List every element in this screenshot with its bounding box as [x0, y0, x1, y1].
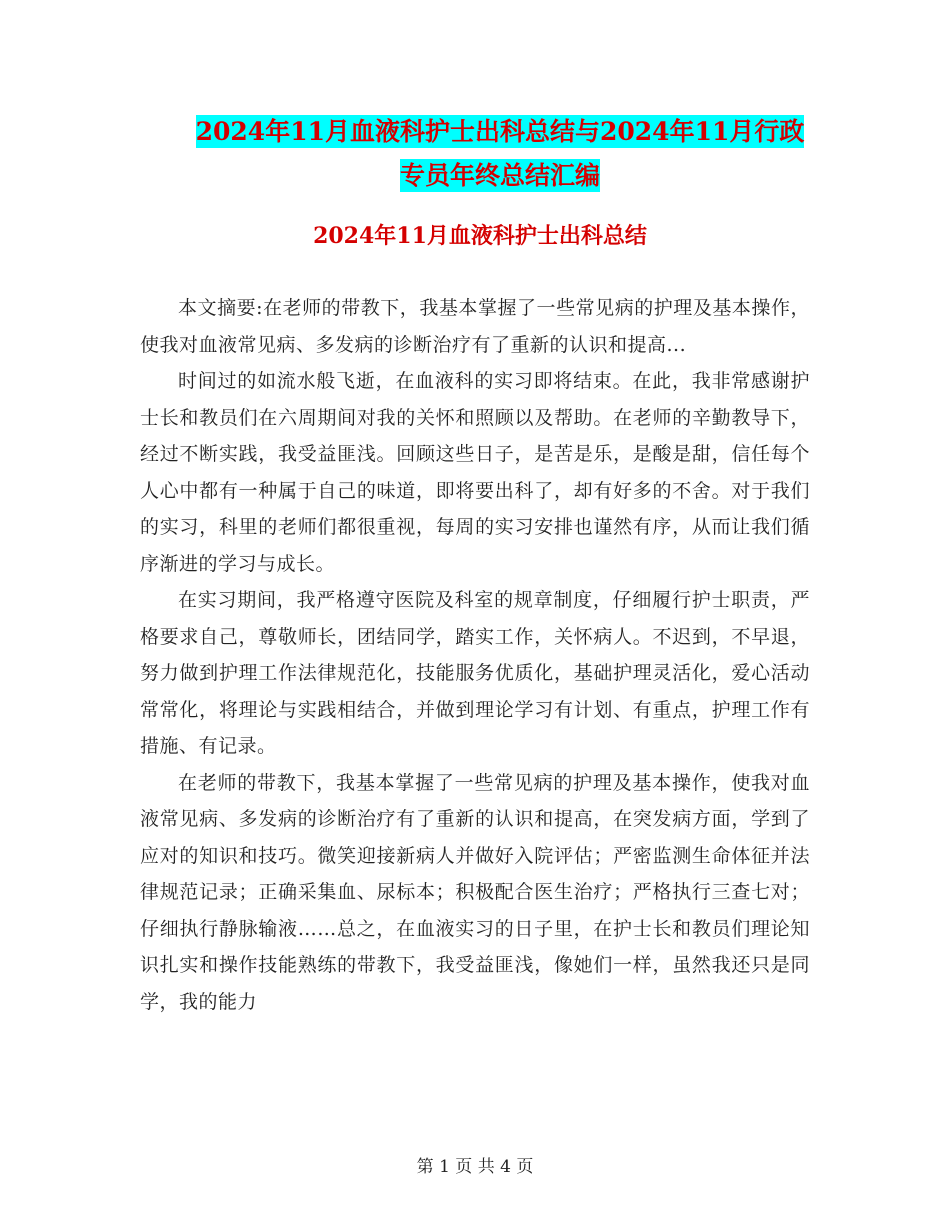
page-footer: 第 1 页 共 4 页	[416, 1157, 534, 1177]
document-body	[140, 290, 810, 1020]
body-paragraph: 在老师的带教下，我基本掌握了一些常见病的护理及基本操作，使我对血液常见病、多发病的诊断治疗有了重新的认识和提高，在突发病方面，学到了应对的知识和技巧。微笑迎接新病人并做好入院评估；严密监测生命体征并法律规范记录；正确采集血、尿标本；积极配合医生治疗；严格执行三查七对；仔细执行静脉输液……总之，在血液实习的日子里，在护士长和教员们理论知识扎实和操作技能熟练的带教下，我受益匪浅，像她们一样，虽然我还只是同学，我的能力	[140, 771, 810, 1013]
body-paragraph: 时间过的如流水般飞逝，在血液科的实习即将结束。在此，我非常感谢护士长和教员们在六周期间对我的关怀和照顾以及帮助。在老师的辛勤教导下，经过不断实践，我受益匪浅。回顾这些日子，是苦是乐，是酸是甜，信任每个人心中都有一种属于自己的味道，即将要出科了，却有好多的不舍。对于我们的实习，科里的老师们都很重视，每周的实习安排也谨然有序，从而让我们循序渐进的学习与成长。	[140, 370, 810, 575]
abstract-paragraph: 本文摘要:在老师的带教下，我基本掌握了一些常见病的护理及基本操作，使我对血液常见病、多发病的诊断治疗有了重新的认识和提高...	[140, 297, 810, 356]
document-title-line-2: 专员年终总结汇编	[399, 161, 600, 190]
document-title-line-1: 2024年11月血液科护士出科总结与2024年11月行政	[195, 117, 805, 146]
document-title	[140, 110, 860, 198]
section-title: 2024年11月血液科护士出科总结	[313, 223, 647, 249]
body-paragraph: 在实习期间，我严格遵守医院及科室的规章制度，仔细履行护士职责，严格要求自己，尊敬师长，团结同学，踏实工作，关怀病人。不迟到，不早退，努力做到护理工作法律规范化，技能服务优质化，基础护理灵活化，爱心活动常常化，将理论与实践相结合，并做到理论学习有计划、有重点，护理工作有措施、有记录。	[140, 589, 810, 757]
